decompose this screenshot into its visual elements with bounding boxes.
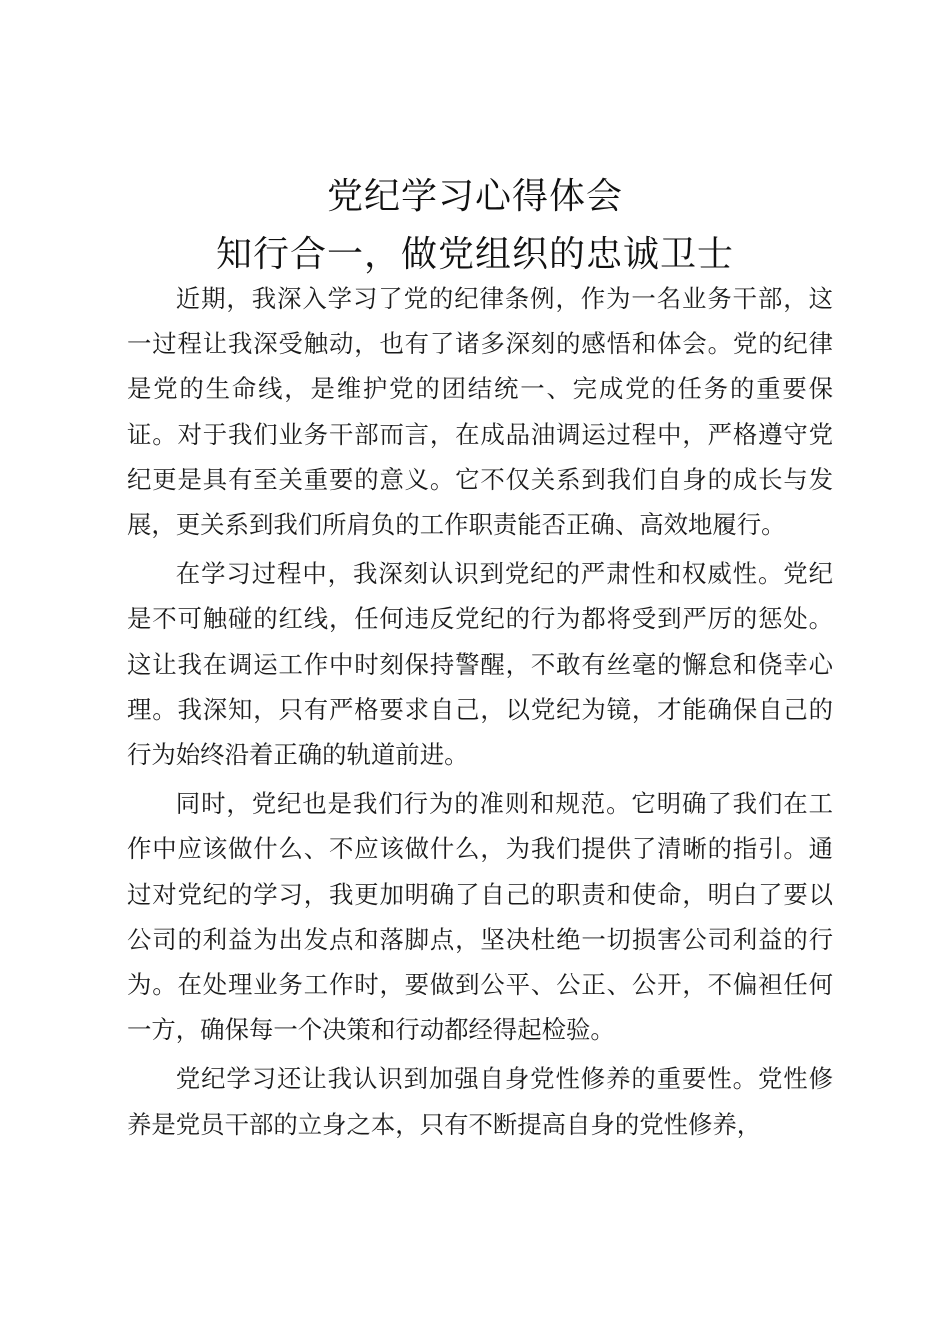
paragraph-3: 同时，党纪也是我们行为的准则和规范。它明确了我们在工作中应该做什么、不应该做什么，为我们提供了清晰的指引。通过对党纪的学习，我更加明确了自己的职责和使命，明白了要以公司的利益为出发点和落脚点，坚决杜绝一切损害公司利益的行为。在处理业务工作时，要做到公平、公正、公开，不偏袒任何一方，确保每一个决策和行动都经得起检验。	[127, 789, 833, 1045]
paragraph-4: 党纪学习还让我认识到加强自身党性修养的重要性。党性修养是党员干部的立身之本，只有不断提高自身的党性修养，	[127, 1064, 833, 1139]
document-subtitle: 知行合一，做党组织的忠诚卫士	[215, 234, 734, 275]
paragraph-1: 近期，我深入学习了党的纪律条例，作为一名业务干部，这一过程让我深受触动，也有了诸多深刻的感悟和体会。党的纪律是党的生命线，是维护党的团结统一、完成党的任务的重要保证。对于我们业务干部而言，在成品油调运过程中，严格遵守党纪更是具有至关重要的意义。它不仅关系到我们自身的成长与发展，更关系到我们所肩负的工作职责能否正确、高效地履行。	[127, 284, 833, 540]
document-body	[127, 276, 833, 1147]
document-title-block	[0, 168, 950, 284]
paragraph-2: 在学习过程中，我深刻认识到党纪的严肃性和权威性。党纪是不可触碰的红线，任何违反党纪的行为都将受到严厉的惩处。这让我在调运工作中时刻保持警醒，不敢有丝毫的懈怠和侥幸心理。我深知，只有严格要求自己，以党纪为镜，才能确保自己的行为始终沿着正确的轨道前进。	[127, 559, 833, 770]
document-title: 党纪学习心得体会	[326, 176, 623, 217]
